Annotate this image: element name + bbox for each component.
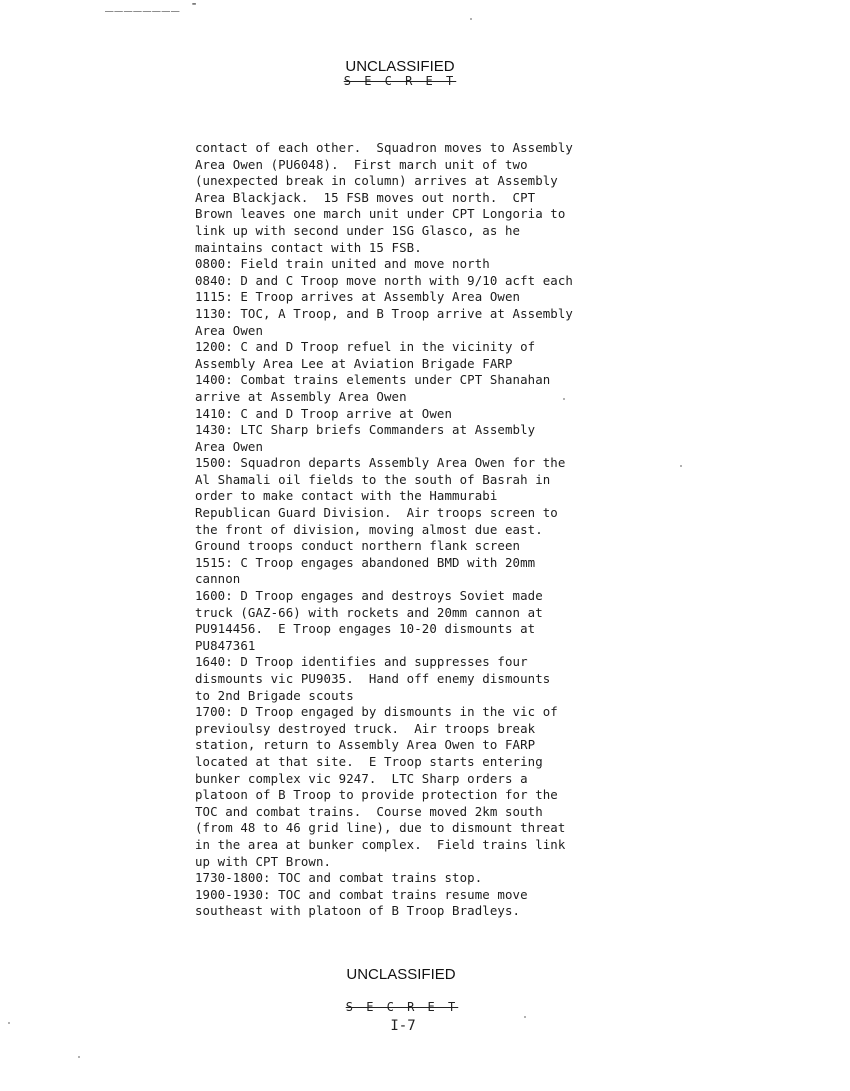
body-line: 1430: LTC Sharp briefs Commanders at Assembly xyxy=(195,422,536,438)
body-line: order to make contact with the Hammurabi xyxy=(195,488,498,504)
body-line: Republican Guard Division. Air troops screen to xyxy=(195,505,558,521)
body-line: 0800: Field train united and move north xyxy=(195,256,490,272)
body-line: PU847361 xyxy=(195,637,256,653)
body-line: contact of each other. Squadron moves to Assembly xyxy=(195,140,573,155)
body-line: (unexpected break in column) arrives at Assembly xyxy=(195,173,558,189)
body-line: Ground troops conduct northern flank screen xyxy=(195,538,521,554)
body-line: Al Shamali oil fields to the south of Basrah in xyxy=(195,471,551,487)
scan-speck xyxy=(680,465,682,467)
scan-speck xyxy=(8,1022,10,1024)
body-line: Assembly Area Lee at Aviation Brigade FARP xyxy=(195,355,513,371)
body-line: located at that site. E Troop starts entering xyxy=(195,753,543,769)
body-line: platoon of B Troop to provide protection for the xyxy=(195,787,558,803)
scan-speck xyxy=(563,398,565,400)
body-line: PU914456. E Troop engages 10-20 dismounts at xyxy=(195,621,536,637)
body-line: 1410: C and D Troop arrive at Owen xyxy=(195,405,453,421)
body-line: 1500: Squadron departs Assembly Area Owen for the xyxy=(195,455,566,471)
body-line: Area Blackjack. 15 FSB moves out north. CPT xyxy=(195,189,536,205)
body-line: Brown leaves one march unit under CPT Longoria to xyxy=(195,206,566,222)
body-line: station, return to Assembly Area Owen to FARP xyxy=(195,737,536,753)
body-line: maintains contact with 15 FSB. xyxy=(195,239,422,255)
body-line: 1730-1800: TOC and combat trains stop. xyxy=(195,870,483,886)
body-line: truck (GAZ-66) with rockets and 20mm cannon at xyxy=(195,604,543,620)
body-line: 1200: C and D Troop refuel in the vicinity of xyxy=(195,339,536,355)
body-line: 1115: E Troop arrives at Assembly Area Owen xyxy=(195,289,521,305)
body-line: dismounts vic PU9035. Hand off enemy dismounts xyxy=(195,671,551,686)
page-number: I-7 xyxy=(390,1018,416,1034)
body-line: Area Owen (PU6048). First march unit of two xyxy=(195,156,528,172)
body-line: 1130: TOC, A Troop, and B Troop arrive at Assembly xyxy=(195,305,573,321)
body-line: to 2nd Brigade scouts xyxy=(195,687,354,703)
body-line: 0840: D and C Troop move north with 9/10 acft each xyxy=(195,272,573,288)
body-line: previoulsy destroyed truck. Air troops break xyxy=(195,720,536,736)
classification-marking-top: UNCLASSIFIED xyxy=(345,58,455,75)
body-line: the front of division, moving almost due east. xyxy=(195,521,543,537)
scan-speck xyxy=(78,1056,80,1058)
body-line: bunker complex vic 9247. LTC Sharp orders a xyxy=(195,770,528,786)
body-line: Area Owen xyxy=(195,322,264,338)
body-line: up with CPT Brown. xyxy=(195,853,332,869)
body-line: link up with second under 1SG Glasco, as he xyxy=(195,222,521,238)
scan-speck xyxy=(524,1016,526,1018)
body-line: 1600: D Troop engages and destroys Soviet made xyxy=(195,588,543,604)
body-line: 1400: Combat trains elements under CPT Shanahan xyxy=(195,372,551,388)
document-body xyxy=(195,140,715,920)
body-line: 1640: D Troop identifies and suppresses four xyxy=(195,654,528,670)
body-line: TOC and combat trains. Course moved 2km south xyxy=(195,803,543,819)
body-line: in the area at bunker complex. Field trains link xyxy=(195,836,566,852)
body-line: southeast with platoon of B Troop Bradleys. xyxy=(195,903,521,919)
body-line: arrive at Assembly Area Owen xyxy=(195,388,407,404)
struck-secret-marking-bottom: S E C R E T xyxy=(345,1000,459,1014)
top-edge-dashes: ________ - xyxy=(105,0,200,12)
body-line: (from 48 to 46 grid line), due to dismount threat xyxy=(195,820,566,836)
struck-secret-marking-top: S E C R E T xyxy=(343,74,457,88)
body-line: 1900-1930: TOC and combat trains resume move xyxy=(195,886,528,902)
body-line: 1700: D Troop engaged by dismounts in the vic of xyxy=(195,704,558,720)
scan-speck xyxy=(470,18,472,20)
body-line: Area Owen xyxy=(195,438,264,454)
classification-marking-bottom: UNCLASSIFIED xyxy=(346,966,456,983)
body-line: 1515: C Troop engages abandoned BMD with 20mm xyxy=(195,554,536,570)
body-line: cannon xyxy=(195,571,241,587)
